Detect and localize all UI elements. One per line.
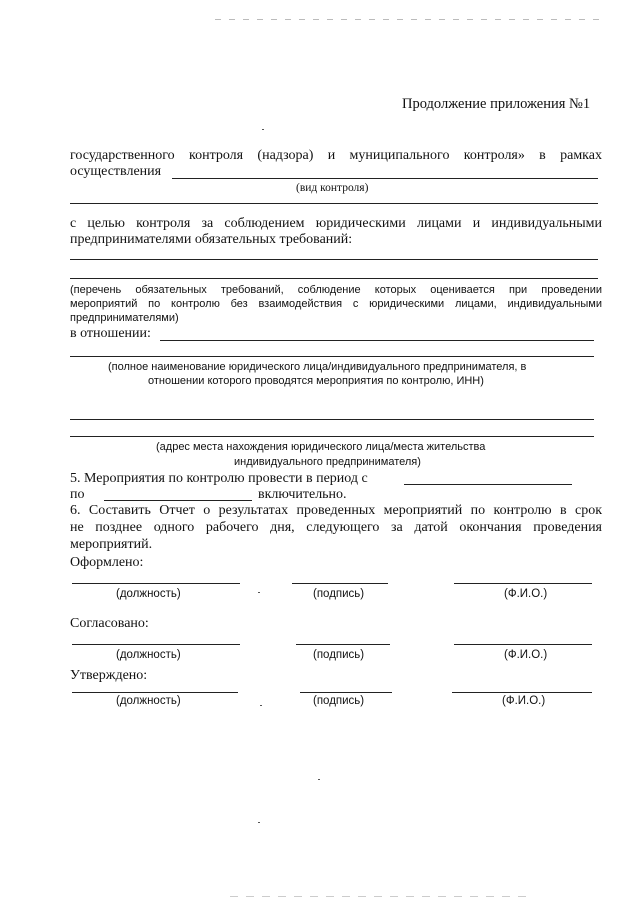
control-kind-caption: (вид контроля): [296, 182, 369, 194]
approved-heading: Согласовано:: [70, 616, 149, 631]
prepared-signature-line[interactable]: [292, 583, 388, 584]
approved-position-line[interactable]: [72, 644, 240, 645]
regarding-label: в отношении:: [70, 326, 151, 341]
prepared-name-line[interactable]: [454, 583, 592, 584]
scan-speck: [262, 129, 264, 130]
intro-line-2-label: осуществления: [70, 164, 162, 179]
regarding-caption-1: (полное наименование юридического лица/индивидуального предпринимателя, в: [108, 361, 527, 373]
item6-line-2: не позднее одного рабочего дня, следующего за датой окончания проведения: [70, 520, 602, 535]
address-field-1[interactable]: [70, 419, 594, 420]
prepared-signature-caption: (подпись): [313, 588, 365, 600]
approved-name-line[interactable]: [454, 644, 592, 645]
scan-speck: [258, 822, 260, 823]
purpose-line-2: предпринимателями обязательных требований:: [70, 232, 353, 247]
confirmed-signature-line[interactable]: [300, 692, 392, 693]
scan-speck: [258, 592, 260, 593]
requirements-field-1[interactable]: [70, 259, 598, 260]
confirmed-signature-caption: (подпись): [313, 695, 365, 707]
regarding-field-1[interactable]: [160, 340, 594, 341]
purpose-line-1: с целью контроля за соблюдением юридическими лицами и индивидуальными: [70, 216, 602, 231]
scan-artifact-top: [215, 19, 605, 20]
item6-line-3: мероприятий.: [70, 537, 153, 552]
prepared-position-line[interactable]: [72, 583, 240, 584]
requirements-field-2[interactable]: [70, 278, 598, 279]
scan-speck: [260, 705, 262, 706]
period-end-field[interactable]: [104, 500, 252, 501]
item5-line-2-suffix: включительно.: [258, 487, 347, 502]
prepared-position-caption: (должность): [116, 588, 181, 600]
requirements-caption-2: мероприятий по контролю без взаимодействия с юридическими лицами, индивидуальными: [70, 298, 602, 310]
item6-line-1: 6. Составить Отчет о результатах проведенных мероприятий по контролю в срок: [70, 503, 602, 518]
item5-line-1: 5. Мероприятия по контролю провести в период с: [70, 471, 368, 486]
control-kind-field[interactable]: [172, 178, 598, 179]
requirements-caption-1: (перечень обязательных требований, соблюдение которых оценивается при проведении: [70, 284, 602, 296]
approved-signature-line[interactable]: [296, 644, 390, 645]
intro-line-1: государственного контроля (надзора) и муниципального контроля» в рамках: [70, 148, 602, 163]
item5-line-2-prefix: по: [70, 487, 85, 502]
approved-position-caption: (должность): [116, 649, 181, 661]
regarding-caption-2: отношении которого проводятся мероприятия по контролю, ИНН): [148, 375, 484, 387]
confirmed-name-line[interactable]: [452, 692, 592, 693]
scan-artifact-bottom: [230, 896, 530, 897]
address-field-2[interactable]: [70, 436, 594, 437]
confirmed-position-line[interactable]: [72, 692, 238, 693]
period-start-field[interactable]: [404, 484, 572, 485]
blank-line-1[interactable]: [70, 203, 598, 204]
address-caption-1: (адрес места нахождения юридического лица/места жительства: [156, 441, 486, 453]
prepared-name-caption: (Ф.И.О.): [504, 588, 548, 600]
approved-signature-caption: (подпись): [313, 649, 365, 661]
scan-speck: [318, 779, 320, 780]
confirmed-position-caption: (должность): [116, 695, 181, 707]
prepared-heading: Оформлено:: [70, 555, 144, 570]
regarding-field-2[interactable]: [70, 356, 594, 357]
confirmed-heading: Утверждено:: [70, 668, 148, 683]
requirements-caption-3: предпринимателями): [70, 312, 179, 324]
confirmed-name-caption: (Ф.И.О.): [502, 695, 546, 707]
approved-name-caption: (Ф.И.О.): [504, 649, 548, 661]
address-caption-2: индивидуального предпринимателя): [234, 456, 421, 468]
continuation-header: Продолжение приложения №1: [402, 96, 591, 112]
